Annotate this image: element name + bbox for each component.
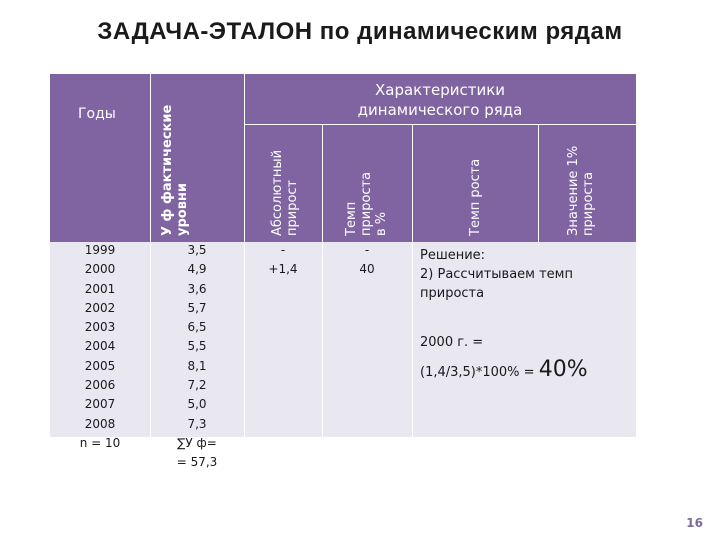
slide-title: ЗАДАЧА-ЭТАЛОН по динамическим рядам — [97, 18, 623, 45]
list-item: 6,5 — [187, 320, 207, 335]
sum-label: ∑У ф= — [177, 435, 217, 450]
list-item: 2003 — [84, 320, 116, 335]
years-column — [50, 241, 150, 453]
list-item: 2007 — [84, 397, 116, 412]
header-characteristics: Характеристики динамического ряда — [357, 81, 523, 119]
list-item: 2005 — [84, 358, 116, 373]
list-item: n = 10 — [79, 435, 121, 450]
list-item: - — [280, 243, 286, 257]
list-item: 7,2 — [187, 378, 207, 393]
solution-formula: (1,4/3,5)*100% = 40% — [420, 357, 588, 382]
list-item: - — [364, 243, 370, 257]
list-item: 4,9 — [187, 262, 207, 277]
header-years: Годы — [78, 106, 116, 122]
list-item: +1,4 — [268, 262, 298, 277]
solution-result: 40% — [538, 357, 588, 382]
sum-value: = 57,3 — [176, 455, 218, 470]
list-item: 1999 — [84, 243, 116, 257]
header-abs-growth: Абсолютный прирост — [270, 149, 300, 236]
list-item: 2004 — [84, 339, 116, 354]
abs-growth-column — [244, 241, 322, 280]
rate-growth-column — [322, 241, 412, 280]
list-item: 2002 — [84, 300, 116, 315]
header-rate-growth: Темп прироста в % — [344, 171, 389, 236]
list-item: 5,5 — [187, 339, 207, 354]
header-growth-rate: Темп роста — [468, 158, 483, 236]
levels-column — [150, 241, 244, 473]
list-item: 5,7 — [187, 300, 207, 315]
solution-year: 2000 г. = — [420, 335, 484, 350]
list-item: 40 — [359, 262, 375, 277]
list-item: 2008 — [84, 416, 116, 431]
page-number: 16 — [686, 516, 703, 530]
list-item: 7,3 — [187, 416, 207, 431]
header-levels: У ф фактические уровни — [160, 104, 190, 236]
list-item: 8,1 — [187, 358, 207, 373]
list-item: 5,0 — [187, 397, 207, 412]
list-item: 2006 — [84, 378, 116, 393]
header-value-1pct: Значение 1% прироста — [566, 145, 596, 236]
solution-text: Решение: 2) Рассчитываем темп прироста — [420, 248, 573, 301]
list-item: 3,6 — [187, 281, 207, 296]
list-item: 3,5 — [187, 243, 207, 257]
list-item: 2000 — [84, 262, 116, 277]
list-item: 2001 — [84, 281, 116, 296]
